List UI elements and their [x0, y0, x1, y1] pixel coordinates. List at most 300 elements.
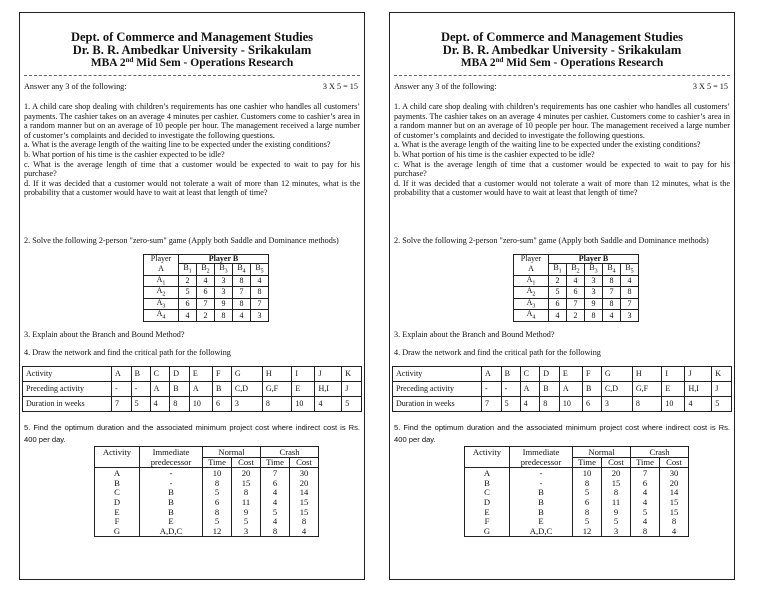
cell: 15 [660, 497, 689, 507]
cell: 4 [631, 517, 660, 527]
university-title: Dr. B. R. Ambedkar University - Srikakulam [442, 43, 682, 57]
cell: 5 [631, 507, 660, 517]
question-1 [394, 102, 730, 198]
time-header: Time [261, 457, 290, 468]
cell: B [540, 382, 560, 397]
cell: 6 [197, 287, 215, 299]
activity-row [23, 397, 362, 412]
cell: 8 [290, 517, 319, 527]
row-label: $A_4$ [514, 310, 549, 322]
cell: 9 [585, 298, 603, 310]
cell: I [292, 367, 315, 382]
cell: 15 [290, 507, 319, 517]
cell: 4 [315, 397, 342, 412]
cell: 10 [203, 468, 232, 478]
cell: 15 [602, 478, 631, 488]
crash-row [465, 497, 689, 507]
crash-row [95, 478, 319, 488]
col-header: $B_5$ [251, 264, 269, 276]
cell: A [465, 468, 510, 478]
row-label: $A_1$ [514, 275, 549, 287]
cell: 6 [573, 497, 602, 507]
cell: 5 [602, 517, 631, 527]
q1-intro: 1. A child care shop dealing with children’s requirements has one cashier who handles all customers’ payments. The cashier takes on an average 4 minutes per cashier. Customers come to cashier’s area in a random manner but on an average of 10 people per hour. The management received a large number of customer’s complaints and decided to investigate the following questions. [24, 102, 360, 140]
cell: 2 [197, 310, 215, 322]
crash-row [465, 507, 689, 517]
player-b-label: Player B [549, 255, 639, 264]
cell: B [582, 382, 601, 397]
cell: 4 [621, 275, 639, 287]
cell: 4 [179, 310, 197, 322]
game-header-row [514, 264, 639, 276]
cell: E [140, 517, 203, 527]
cell: B [170, 382, 190, 397]
cell: D [540, 367, 560, 382]
cell: 8 [203, 507, 232, 517]
q1-part-b: b. What portion of his time is the cashier expected to be idle? [394, 149, 595, 159]
q1-part-c: c. What is the average length of time that a customer would be expected to wait to pay for his purchase? [24, 159, 360, 179]
immediate-header: Immediate [140, 447, 203, 458]
cell: 8 [251, 287, 269, 299]
cell: 14 [290, 488, 319, 498]
player-a-label: A [514, 264, 549, 276]
cell: A [189, 382, 212, 397]
cost-header: Cost [602, 457, 631, 468]
cell: B [501, 367, 520, 382]
cell: 8 [215, 310, 233, 322]
col-header: $B_4$ [603, 264, 621, 276]
marks-text: 3 X 5 = 15 [322, 82, 358, 91]
cell: 5 [549, 287, 567, 299]
col-header: $B_1$ [549, 264, 567, 276]
cell: G,F [632, 382, 662, 397]
game-row [144, 310, 269, 322]
cell: B [510, 507, 573, 517]
crash-row [465, 488, 689, 498]
cell: 7 [567, 298, 585, 310]
game-row [514, 275, 639, 287]
row-label: $A_3$ [514, 298, 549, 310]
cell: G [601, 367, 632, 382]
cell: 5 [203, 517, 232, 527]
question-5: 5. Find the optimum duration and the associated minimum project cost where indirect cost is Rs. 400 per day. [394, 423, 730, 444]
cell: 4 [261, 517, 290, 527]
marks-text: 3 X 5 = 15 [692, 82, 728, 91]
cell: 10 [573, 468, 602, 478]
cell: B [465, 478, 510, 488]
cell: 5 [573, 488, 602, 498]
cell: 20 [602, 468, 631, 478]
cell: 3 [602, 527, 631, 537]
row-label: $A_4$ [144, 310, 179, 322]
exam-title: MBA 2nd Mid Sem - Operations Research [90, 56, 294, 69]
university-title: Dr. B. R. Ambedkar University - Srikakulam [72, 43, 312, 57]
activity-row [393, 367, 732, 382]
cell: B [140, 497, 203, 507]
cell: 7 [603, 287, 621, 299]
normal-header: Normal [573, 447, 631, 458]
cell: 3 [231, 397, 262, 412]
crashing-table [94, 446, 319, 537]
cell: E [465, 507, 510, 517]
q1-part-d: d. If it was decided that a customer would not tolerate a wait of more than 12 minutes, what is the probability that a customer would have to wait at least that length of time? [24, 178, 360, 198]
cell: - [140, 468, 203, 478]
cell: 6 [212, 397, 231, 412]
cell: 6 [179, 298, 197, 310]
crash-row [95, 527, 319, 537]
time-header: Time [573, 457, 602, 468]
cell: E [292, 382, 315, 397]
cell: 5 [712, 397, 732, 412]
cell: F [212, 367, 231, 382]
game-row [514, 287, 639, 299]
cell: 8 [602, 488, 631, 498]
cell: 4 [660, 527, 689, 537]
cell: 2 [549, 275, 567, 287]
question-4: 4. Draw the network and find the critical path for the following [394, 348, 601, 357]
cell: 3 [601, 397, 632, 412]
game-row [514, 310, 639, 322]
cell: 8 [603, 275, 621, 287]
cell: 30 [290, 468, 319, 478]
cell: B [140, 507, 203, 517]
cell: D [465, 497, 510, 507]
cell: A [520, 382, 540, 397]
col-header: $B_1$ [179, 264, 197, 276]
cell: 3 [621, 310, 639, 322]
player-a-label: A [144, 264, 179, 276]
crash-header: Crash [631, 447, 689, 458]
cell: B [510, 488, 573, 498]
cell: 5 [232, 517, 261, 527]
cell: 7 [197, 298, 215, 310]
cell: 4 [150, 397, 170, 412]
cell: 5 [261, 507, 290, 517]
time-header: Time [631, 457, 660, 468]
cell: K [342, 367, 362, 382]
question-5: 5. Find the optimum duration and the associated minimum project cost where indirect cost is Rs. 400 per day. [24, 423, 360, 444]
row-label: $A_2$ [144, 287, 179, 299]
row-label: Duration in weeks [23, 397, 112, 412]
question-2: 2. Solve the following 2-person "zero-sum" game (Apply both Saddle and Dominance methods) [24, 236, 339, 245]
cell: 6 [567, 287, 585, 299]
cell: 4 [567, 275, 585, 287]
cell: H [262, 367, 292, 382]
activity-table [22, 366, 362, 412]
game-row [514, 298, 639, 310]
cell: 8 [203, 478, 232, 488]
header-divider [24, 75, 360, 76]
instructions-text: Answer any 3 of the following: [24, 82, 127, 91]
cell: 8 [631, 527, 660, 537]
q1-part-a: a. What is the average length of the waiting line to be expected under the existing conditions? [24, 140, 331, 150]
cell: E [95, 507, 140, 517]
q1-part-c: c. What is the average length of time that a customer would be expected to wait to pay for his purchase? [394, 159, 730, 179]
cell: 4 [631, 497, 660, 507]
cell: F [95, 517, 140, 527]
cell: 5 [501, 397, 520, 412]
cell: A [112, 367, 132, 382]
immediate-header: Immediate [510, 447, 573, 458]
game-row [144, 298, 269, 310]
cell: E [559, 367, 582, 382]
cell: 5 [131, 397, 150, 412]
time-header: Time [203, 457, 232, 468]
cell: - [140, 478, 203, 488]
player-label: Player [514, 255, 549, 264]
cell: 3 [215, 275, 233, 287]
cell: 3 [215, 287, 233, 299]
cell: 8 [233, 298, 251, 310]
cell: C [95, 488, 140, 498]
question-3: 3. Explain about the Branch and Bound Method? [24, 330, 185, 339]
game-row [144, 287, 269, 299]
cell: 4 [197, 275, 215, 287]
activity-row [393, 397, 732, 412]
question-3: 3. Explain about the Branch and Bound Method? [394, 330, 555, 339]
cell: 8 [660, 517, 689, 527]
cell: 7 [482, 397, 502, 412]
cell: B [212, 382, 231, 397]
cell: 4 [261, 488, 290, 498]
cell: C,D [231, 382, 262, 397]
q1-part-d: d. If it was decided that a customer would not tolerate a wait of more than 12 minutes, what is the probability that a customer would have to wait at least that length of time? [394, 178, 730, 198]
row-label: Preceding activity [393, 382, 482, 397]
row-label: $A_1$ [144, 275, 179, 287]
row-label: Activity [23, 367, 112, 382]
cell: 4 [251, 275, 269, 287]
cell: J [712, 382, 732, 397]
cell: 7 [251, 298, 269, 310]
row-label: Activity [393, 367, 482, 382]
cell: - [131, 382, 150, 397]
cell: 4 [631, 488, 660, 498]
row-label: $A_2$ [514, 287, 549, 299]
cell: 4 [520, 397, 540, 412]
cell: A [482, 367, 502, 382]
cell: 6 [582, 397, 601, 412]
cell: B [510, 497, 573, 507]
dept-title: Dept. of Commerce and Management Studies [440, 30, 684, 44]
cell: G,F [262, 382, 292, 397]
predecessor-header: predecessor [140, 457, 203, 468]
cell: 7 [233, 287, 251, 299]
cell: G [95, 527, 140, 537]
cell: 2 [179, 275, 197, 287]
activity-row [393, 382, 732, 397]
cell: 10 [189, 397, 212, 412]
cell: H [632, 367, 662, 382]
cell: 30 [660, 468, 689, 478]
cell: 9 [602, 507, 631, 517]
q1-part-b: b. What portion of his time is the cashier expected to be idle? [24, 149, 225, 159]
q1-intro: 1. A child care shop dealing with children’s requirements has one cashier who handles all customers’ payments. The cashier takes on an average 4 minutes per cashier. Customers come to cashier’s area in a random manner but on an average of 10 people per hour. The management received a large number of customer’s complaints and decided to investigate the following questions. [394, 102, 730, 140]
exam-sheet-left [19, 12, 365, 580]
cell: 6 [549, 298, 567, 310]
game-row [144, 275, 269, 287]
question-2: 2. Solve the following 2-person "zero-sum" game (Apply both Saddle and Dominance methods) [394, 236, 709, 245]
cell: 8 [233, 275, 251, 287]
cost-header: Cost [232, 457, 261, 468]
cell: 3 [251, 310, 269, 322]
cell: I [662, 367, 685, 382]
q1-part-a: a. What is the average length of the waiting line to be expected under the existing conditions? [394, 140, 701, 150]
cost-header: Cost [290, 457, 319, 468]
cell: 8 [232, 488, 261, 498]
cell: D [170, 367, 190, 382]
cell: 9 [215, 298, 233, 310]
cell: 8 [621, 287, 639, 299]
cell: 4 [261, 497, 290, 507]
cell: 10 [292, 397, 315, 412]
cell: 2 [567, 310, 585, 322]
col-header: $B_3$ [585, 264, 603, 276]
cell: 4 [603, 310, 621, 322]
player-label: Player [144, 255, 179, 264]
dept-title: Dept. of Commerce and Management Studies [70, 30, 314, 44]
col-header: $B_5$ [621, 264, 639, 276]
cell: 7 [112, 397, 132, 412]
cell: F [582, 367, 601, 382]
cell: 15 [660, 507, 689, 517]
cell: - [501, 382, 520, 397]
cell: E [189, 367, 212, 382]
cell: 20 [232, 468, 261, 478]
cell: A,D,C [140, 527, 203, 537]
cell: B [140, 488, 203, 498]
instructions-text: Answer any 3 of the following: [394, 82, 497, 91]
crash-row [95, 517, 319, 527]
cell: H,I [315, 382, 342, 397]
activity-table [392, 366, 732, 412]
crash-row [95, 488, 319, 498]
row-label: Preceding activity [23, 382, 112, 397]
cell: 4 [290, 527, 319, 537]
cell: 5 [179, 287, 197, 299]
game-header-row [144, 264, 269, 276]
cell: C [150, 367, 170, 382]
player-b-label: Player B [179, 255, 269, 264]
crash-row [95, 497, 319, 507]
cell: 8 [603, 298, 621, 310]
cell: J [342, 382, 362, 397]
normal-header: Normal [203, 447, 261, 458]
row-label: Duration in weeks [393, 397, 482, 412]
game-matrix [513, 254, 639, 322]
cell: K [712, 367, 732, 382]
activity-row [23, 367, 362, 382]
cell: H,I [685, 382, 712, 397]
cell: A [559, 382, 582, 397]
cell: 5 [342, 397, 362, 412]
crash-row [465, 527, 689, 537]
cell: - [482, 382, 502, 397]
game-matrix [143, 254, 269, 322]
col-header: $B_2$ [197, 264, 215, 276]
cell: C,D [601, 382, 632, 397]
cell: 8 [262, 397, 292, 412]
cell: 8 [540, 397, 560, 412]
crash-row [465, 468, 689, 478]
cell: G [231, 367, 262, 382]
exam-title: MBA 2nd Mid Sem - Operations Research [460, 56, 664, 69]
cell: 8 [170, 397, 190, 412]
cell: 8 [261, 527, 290, 537]
header-divider [394, 75, 730, 76]
cell: 3 [232, 527, 261, 537]
predecessor-header: predecessor [510, 457, 573, 468]
cell: C [465, 488, 510, 498]
cell: 7 [621, 298, 639, 310]
cell: 14 [660, 488, 689, 498]
question-1 [24, 102, 360, 198]
cell: 7 [261, 468, 290, 478]
cell: - [112, 382, 132, 397]
cell: F [465, 517, 510, 527]
cell: 6 [631, 478, 660, 488]
cell: 5 [203, 488, 232, 498]
exam-sheet-right [389, 12, 735, 580]
cell: 8 [573, 507, 602, 517]
crash-header: Crash [261, 447, 319, 458]
cell: 11 [232, 497, 261, 507]
cell: J [315, 367, 342, 382]
activity-row [23, 382, 362, 397]
cell: E [510, 517, 573, 527]
cell: D [95, 497, 140, 507]
cell: A [150, 382, 170, 397]
question-4: 4. Draw the network and find the critical path for the following [24, 348, 231, 357]
row-label: $A_3$ [144, 298, 179, 310]
cell: 6 [261, 478, 290, 488]
cell: 10 [559, 397, 582, 412]
cell: C [520, 367, 540, 382]
cell: 3 [585, 275, 603, 287]
col-header: $B_3$ [215, 264, 233, 276]
cell: - [510, 478, 573, 488]
activity-header: Activity [465, 447, 510, 458]
cost-header: Cost [660, 457, 689, 468]
cell: 6 [203, 497, 232, 507]
cell: 15 [290, 497, 319, 507]
col-header: $B_4$ [233, 264, 251, 276]
crashing-table [464, 446, 689, 537]
crash-row [465, 478, 689, 488]
cell: 3 [585, 287, 603, 299]
cell: 4 [233, 310, 251, 322]
cell: 12 [203, 527, 232, 537]
crash-row [465, 517, 689, 527]
cell: 7 [631, 468, 660, 478]
cell: 8 [573, 478, 602, 488]
cell: 20 [660, 478, 689, 488]
cell: 8 [585, 310, 603, 322]
cell: 4 [549, 310, 567, 322]
cell: 15 [232, 478, 261, 488]
cell: A [95, 468, 140, 478]
cell: - [510, 468, 573, 478]
activity-header: Activity [95, 447, 140, 458]
cell: G [465, 527, 510, 537]
cell: B [95, 478, 140, 488]
cell: 11 [602, 497, 631, 507]
cell: 10 [662, 397, 685, 412]
cell: B [131, 367, 150, 382]
cell: 20 [290, 478, 319, 488]
col-header: $B_2$ [567, 264, 585, 276]
cell: 5 [573, 517, 602, 527]
crash-row [95, 468, 319, 478]
